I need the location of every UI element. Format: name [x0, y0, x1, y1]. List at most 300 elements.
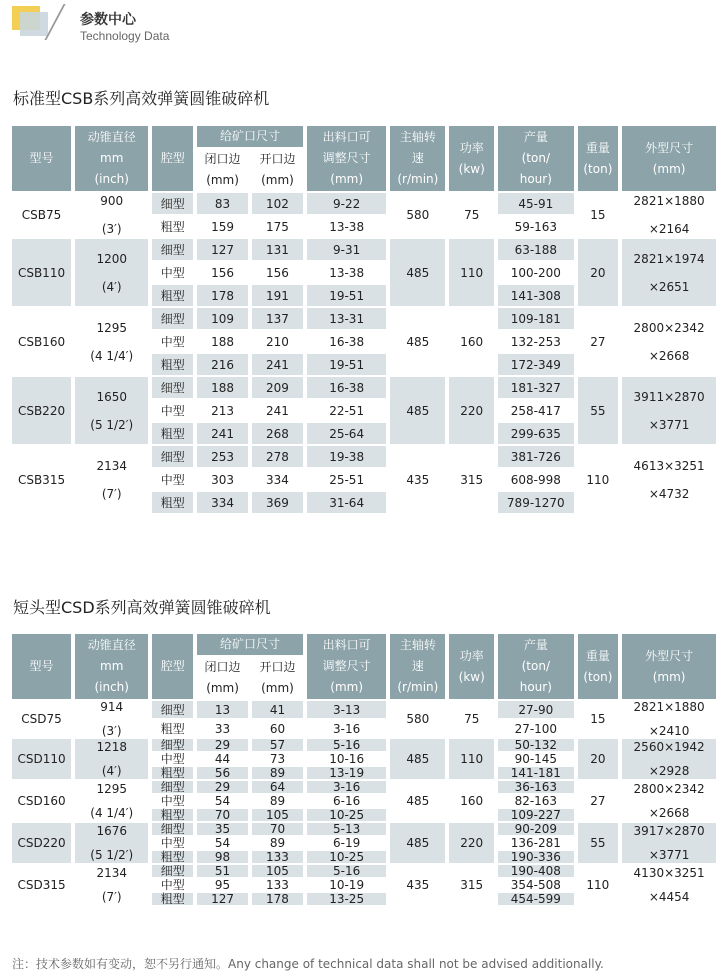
csb-table-title: 标准型CSB系列高效弹簧圆锥破碎机	[13, 89, 270, 108]
cell-text: 57	[269, 738, 286, 752]
cell-text: 5-16	[333, 864, 361, 878]
speed-cell	[390, 701, 445, 737]
closed-side-cell	[197, 285, 248, 306]
capacity-cell	[498, 893, 573, 905]
cone-diameter-cell	[75, 239, 148, 306]
header-text: 闭口边	[204, 152, 241, 166]
col-discharge	[307, 634, 386, 699]
cell-text: 210	[266, 334, 289, 349]
cell-text: 209	[266, 380, 289, 395]
model-name: CSD110	[17, 752, 66, 766]
brand-logo	[12, 6, 48, 36]
cell-text: 156	[266, 265, 289, 280]
cell-text: 190-336	[510, 850, 561, 864]
cell-text: 细型	[160, 243, 185, 257]
cell-text: 细型	[160, 197, 185, 211]
closed-side-cell	[197, 400, 248, 421]
open-side-cell	[252, 753, 303, 765]
weight-cell	[578, 377, 619, 444]
cone-diameter-cell	[75, 377, 148, 444]
model-cell	[12, 823, 71, 863]
dimensions-cell	[622, 781, 716, 821]
cell-text: 粗型	[160, 289, 185, 303]
header-text: hour)	[519, 172, 552, 186]
cavity-cell	[152, 285, 193, 306]
discharge-cell	[307, 492, 386, 513]
cell-text: 303	[211, 472, 235, 487]
cell-text: 22-51	[329, 403, 365, 418]
open-side-cell	[252, 492, 303, 513]
speed-cell	[390, 239, 445, 306]
cell-text: 216	[211, 357, 235, 372]
dimensions-cell	[622, 193, 716, 237]
dimensions-cell	[622, 739, 716, 779]
open-side-cell	[252, 354, 303, 375]
discharge-cell	[307, 893, 386, 905]
cavity-cell	[152, 216, 193, 237]
header-text: 速	[411, 151, 424, 165]
open-side-cell	[252, 823, 303, 835]
power-cell	[449, 193, 494, 237]
cavity-cell	[152, 720, 193, 737]
cell-text: 132-253	[510, 334, 561, 349]
cone-inch: (5 1/2′)	[90, 848, 134, 862]
cell-text: 73	[269, 752, 286, 766]
cone-diameter-cell	[75, 701, 148, 737]
cell-text: 188	[211, 380, 235, 395]
dimensions-b: ×2928	[648, 764, 690, 778]
weight-cell	[578, 193, 619, 237]
cell-text: 95	[214, 878, 231, 892]
header-text: 给矿口尺寸	[220, 637, 281, 651]
model-name: CSD220	[17, 836, 66, 850]
cell-text: 粗型	[160, 808, 185, 822]
cell-text: 27-100	[514, 721, 558, 736]
discharge-cell	[307, 239, 386, 260]
open-side-cell	[252, 851, 303, 863]
cone-mm: 1295	[96, 320, 127, 335]
cell-text: 131	[266, 242, 289, 257]
cell-text: 160	[460, 334, 484, 349]
cell-text: 10-25	[329, 808, 365, 822]
header-text: 速	[411, 659, 424, 673]
footnote: 注：技术参数如有变动，恕不另行通知。Any change of technical data shall not be advised additionally.	[12, 957, 604, 971]
discharge-cell	[307, 400, 386, 421]
dimensions-a: 2821×1974	[633, 251, 705, 266]
cavity-cell	[152, 308, 193, 329]
table-row	[12, 377, 716, 398]
col-closed-side	[197, 149, 248, 191]
cell-text: 315	[460, 472, 484, 487]
cell-text: 55	[590, 403, 606, 418]
weight-cell	[578, 446, 619, 513]
model-cell	[12, 739, 71, 779]
model-name: CSD160	[17, 794, 66, 808]
cone-diameter-cell	[75, 193, 148, 237]
cell-text: 82-163	[514, 794, 558, 808]
cell-text: 141-181	[510, 766, 561, 780]
header-text: 产量	[523, 638, 548, 652]
header-text: 开口边	[259, 660, 296, 674]
table-row	[12, 865, 716, 877]
cell-text: 35	[214, 822, 231, 836]
header-text: (kw)	[458, 161, 485, 176]
header-text: (mm)	[330, 172, 364, 186]
dimensions-a: 2800×2342	[633, 320, 705, 335]
capacity-cell	[498, 331, 573, 352]
closed-side-cell	[197, 354, 248, 375]
cell-text: 41	[269, 702, 286, 717]
cell-text: 89	[269, 766, 286, 780]
cell-text: 334	[266, 472, 289, 487]
cell-text: 13	[214, 702, 231, 717]
cell-text: 中型	[160, 335, 185, 349]
discharge-cell	[307, 809, 386, 821]
closed-side-cell	[197, 492, 248, 513]
cell-text: 9-31	[333, 242, 361, 257]
cell-text: 89	[269, 836, 286, 850]
cell-text: 细型	[160, 822, 185, 836]
page-subtitle: Technology Data	[80, 29, 170, 43]
closed-side-cell	[197, 767, 248, 779]
dimensions-b: ×2668	[648, 348, 690, 363]
closed-side-cell	[197, 795, 248, 807]
cell-text: 中型	[160, 266, 185, 280]
dimensions-b: ×2164	[648, 222, 690, 236]
cell-text: 25-64	[329, 426, 365, 441]
discharge-cell	[307, 837, 386, 849]
header-text: 重量	[585, 648, 610, 663]
weight-cell	[578, 308, 619, 375]
open-side-cell	[252, 285, 303, 306]
header-row	[12, 634, 716, 655]
speed-cell	[390, 865, 445, 905]
header-text: 外型尺寸	[645, 140, 694, 155]
closed-side-cell	[197, 823, 248, 835]
cell-text: 175	[266, 219, 289, 234]
capacity-cell	[498, 809, 573, 821]
header-text: 出料口可	[322, 130, 371, 144]
cell-text: 181-327	[510, 380, 561, 395]
dimensions-a: 2560×1942	[633, 740, 705, 754]
cell-text: 54	[214, 794, 231, 808]
header-text: 腔型	[160, 659, 185, 673]
cavity-cell	[152, 893, 193, 905]
cell-text: 70	[269, 822, 286, 836]
open-side-cell	[252, 893, 303, 905]
open-side-cell	[252, 400, 303, 421]
header-text: 功率	[459, 140, 484, 155]
cell-text: 485	[406, 794, 430, 808]
cone-mm: 1650	[96, 389, 127, 404]
cell-text: 70	[214, 808, 231, 822]
discharge-cell	[307, 446, 386, 467]
model-cell	[12, 377, 71, 444]
cavity-cell	[152, 809, 193, 821]
closed-side-cell	[197, 893, 248, 905]
closed-side-cell	[197, 446, 248, 467]
cavity-cell	[152, 823, 193, 835]
cell-text: 3-16	[333, 721, 361, 736]
table-row	[12, 446, 716, 467]
table-row	[12, 701, 716, 718]
cell-text: 13-38	[329, 265, 365, 280]
power-cell	[449, 308, 494, 375]
cell-text: 27-90	[518, 702, 554, 717]
header-text: (r/min)	[397, 172, 439, 186]
cell-text: 59-163	[514, 219, 558, 234]
open-side-cell	[252, 469, 303, 490]
header-text: 功率	[459, 648, 484, 663]
cell-text: 83	[214, 196, 231, 211]
open-side-cell	[252, 720, 303, 737]
dimensions-a: 3911×2870	[633, 389, 705, 404]
closed-side-cell	[197, 851, 248, 863]
dimensions-b: ×2668	[648, 806, 690, 820]
power-cell	[449, 781, 494, 821]
weight-cell	[578, 239, 619, 306]
header-text: 产量	[523, 130, 548, 144]
header-text: (mm)	[261, 173, 294, 187]
cell-text: 50-132	[514, 738, 558, 752]
table-row	[12, 308, 716, 329]
cell-text: 109-181	[510, 311, 561, 326]
cell-text: 16-38	[329, 380, 365, 395]
discharge-cell	[307, 469, 386, 490]
cavity-cell	[152, 469, 193, 490]
cell-text: 29	[214, 738, 231, 752]
header-text: 调整尺寸	[322, 151, 371, 165]
weight-cell	[578, 701, 619, 737]
closed-side-cell	[197, 781, 248, 793]
cone-mm: 1200	[96, 251, 127, 266]
header-text: (r/min)	[397, 680, 439, 694]
table-row	[12, 193, 716, 214]
cell-text: 454-599	[510, 892, 561, 906]
cell-text: 485	[406, 836, 430, 850]
closed-side-cell	[197, 331, 248, 352]
cone-inch: (4′)	[101, 279, 122, 294]
speed-cell	[390, 377, 445, 444]
open-side-cell	[252, 446, 303, 467]
cell-text: 110	[460, 265, 484, 280]
cell-text: 19-51	[329, 288, 365, 303]
capacity-cell	[498, 446, 573, 467]
cell-text: 16-38	[329, 334, 365, 349]
cell-text: 45-91	[518, 196, 554, 211]
open-side-cell	[252, 216, 303, 237]
cavity-cell	[152, 753, 193, 765]
closed-side-cell	[197, 739, 248, 751]
speed-cell	[390, 446, 445, 513]
power-cell	[449, 446, 494, 513]
col-dimensions	[622, 126, 716, 191]
header-text: 闭口边	[204, 660, 241, 674]
col-cone-diameter	[75, 634, 148, 699]
capacity-cell	[498, 469, 573, 490]
power-cell	[449, 739, 494, 779]
col-dimensions	[622, 634, 716, 699]
cell-text: 369	[266, 495, 289, 510]
col-closed-side	[197, 657, 248, 699]
open-side-cell	[252, 781, 303, 793]
cell-text: 13-19	[329, 766, 365, 780]
open-side-cell	[252, 739, 303, 751]
capacity-cell	[498, 285, 573, 306]
discharge-cell	[307, 193, 386, 214]
cell-text: 粗型	[160, 892, 185, 906]
col-speed	[390, 634, 445, 699]
cell-text: 220	[460, 403, 484, 418]
header-text: (ton/	[521, 151, 551, 165]
cavity-cell	[152, 795, 193, 807]
open-side-cell	[252, 308, 303, 329]
model-cell	[12, 781, 71, 821]
header-text: (mm)	[206, 681, 239, 695]
cell-text: 580	[406, 208, 430, 222]
discharge-cell	[307, 331, 386, 352]
cavity-cell	[152, 865, 193, 877]
open-side-cell	[252, 837, 303, 849]
cone-inch: (5 1/2′)	[90, 417, 134, 432]
cone-inch: (7′)	[101, 486, 122, 501]
col-open-side	[252, 657, 303, 699]
model-cell	[12, 865, 71, 905]
header-text: 动锥直径	[87, 638, 136, 652]
cell-text: 172-349	[510, 357, 561, 372]
cell-text: 细型	[160, 864, 185, 878]
open-side-cell	[252, 865, 303, 877]
discharge-cell	[307, 767, 386, 779]
header-text: (mm)	[652, 669, 686, 684]
cell-text: 160	[460, 794, 484, 808]
cell-text: 5-13	[333, 822, 361, 836]
capacity-cell	[498, 239, 573, 260]
dimensions-a: 4613×3251	[633, 458, 705, 473]
col-model	[12, 634, 71, 699]
cone-inch: (3′)	[101, 222, 122, 236]
capacity-cell	[498, 216, 573, 237]
header-text: (inch)	[94, 680, 129, 694]
cell-text: 20	[590, 752, 606, 766]
speed-cell	[390, 193, 445, 237]
closed-side-cell	[197, 753, 248, 765]
col-capacity	[498, 634, 573, 699]
closed-side-cell	[197, 865, 248, 877]
closed-side-cell	[197, 809, 248, 821]
header-text: 主轴转	[399, 638, 436, 652]
capacity-cell	[498, 781, 573, 793]
cell-text: 110	[586, 878, 610, 892]
dimensions-a: 2821×1880	[633, 700, 705, 714]
cell-text: 3-16	[333, 780, 361, 794]
cell-text: 188	[211, 334, 235, 349]
cell-text: 56	[214, 766, 231, 780]
dimensions-b: ×3771	[648, 848, 690, 862]
cell-text: 29	[214, 780, 231, 794]
cell-text: 241	[211, 426, 235, 441]
capacity-cell	[498, 795, 573, 807]
capacity-cell	[498, 193, 573, 214]
open-side-cell	[252, 262, 303, 283]
cone-mm: 1295	[96, 782, 127, 796]
cell-text: 64	[269, 780, 286, 794]
speed-cell	[390, 308, 445, 375]
open-side-cell	[252, 239, 303, 260]
closed-side-cell	[197, 879, 248, 891]
header-text: 外型尺寸	[645, 648, 694, 663]
dimensions-a: 3917×2870	[633, 824, 705, 838]
discharge-cell	[307, 865, 386, 877]
col-feed-opening	[197, 634, 303, 655]
header-text: (mm)	[330, 680, 364, 694]
cell-text: 299-635	[510, 426, 561, 441]
closed-side-cell	[197, 308, 248, 329]
capacity-cell	[498, 767, 573, 779]
table-row	[12, 781, 716, 793]
cell-text: 213	[211, 403, 235, 418]
cell-text: 中型	[160, 473, 185, 487]
cell-text: 中型	[160, 404, 185, 418]
dimensions-b: ×2651	[648, 279, 690, 294]
cell-text: 220	[460, 836, 484, 850]
dimensions-cell	[622, 377, 716, 444]
capacity-cell	[498, 400, 573, 421]
cone-inch: (3′)	[101, 724, 122, 738]
model-cell	[12, 239, 71, 306]
cone-diameter-cell	[75, 446, 148, 513]
cell-text: 10-16	[329, 752, 365, 766]
cell-text: 13-25	[329, 892, 365, 906]
cell-text: 51	[214, 864, 231, 878]
cell-text: 102	[266, 196, 289, 211]
col-weight	[578, 126, 619, 191]
model-cell	[12, 193, 71, 237]
cone-mm: 2134	[96, 458, 127, 473]
csd-spec-table	[10, 632, 720, 907]
cavity-cell	[152, 193, 193, 214]
cell-text: 10-19	[329, 878, 365, 892]
cell-text: 13-31	[329, 311, 365, 326]
cell-text: 133	[266, 878, 289, 892]
speed-cell	[390, 739, 445, 779]
discharge-cell	[307, 354, 386, 375]
col-speed	[390, 126, 445, 191]
cell-text: 20	[590, 265, 606, 280]
dimensions-cell	[622, 308, 716, 375]
model-cell	[12, 446, 71, 513]
cavity-cell	[152, 701, 193, 718]
cell-text: 191	[266, 288, 289, 303]
col-capacity	[498, 126, 573, 191]
closed-side-cell	[197, 239, 248, 260]
capacity-cell	[498, 865, 573, 877]
cell-text: 334	[211, 495, 235, 510]
cavity-cell	[152, 331, 193, 352]
capacity-cell	[498, 262, 573, 283]
cone-mm: 2134	[96, 866, 127, 880]
cone-inch: (4 1/4′)	[90, 348, 134, 363]
cell-text: 9-22	[333, 196, 361, 211]
model-name: CSB160	[17, 334, 66, 349]
model-name: CSB220	[17, 403, 66, 418]
cone-diameter-cell	[75, 823, 148, 863]
capacity-cell	[498, 354, 573, 375]
open-side-cell	[252, 377, 303, 398]
cavity-cell	[152, 262, 193, 283]
capacity-cell	[498, 837, 573, 849]
cone-mm: 1676	[96, 824, 127, 838]
